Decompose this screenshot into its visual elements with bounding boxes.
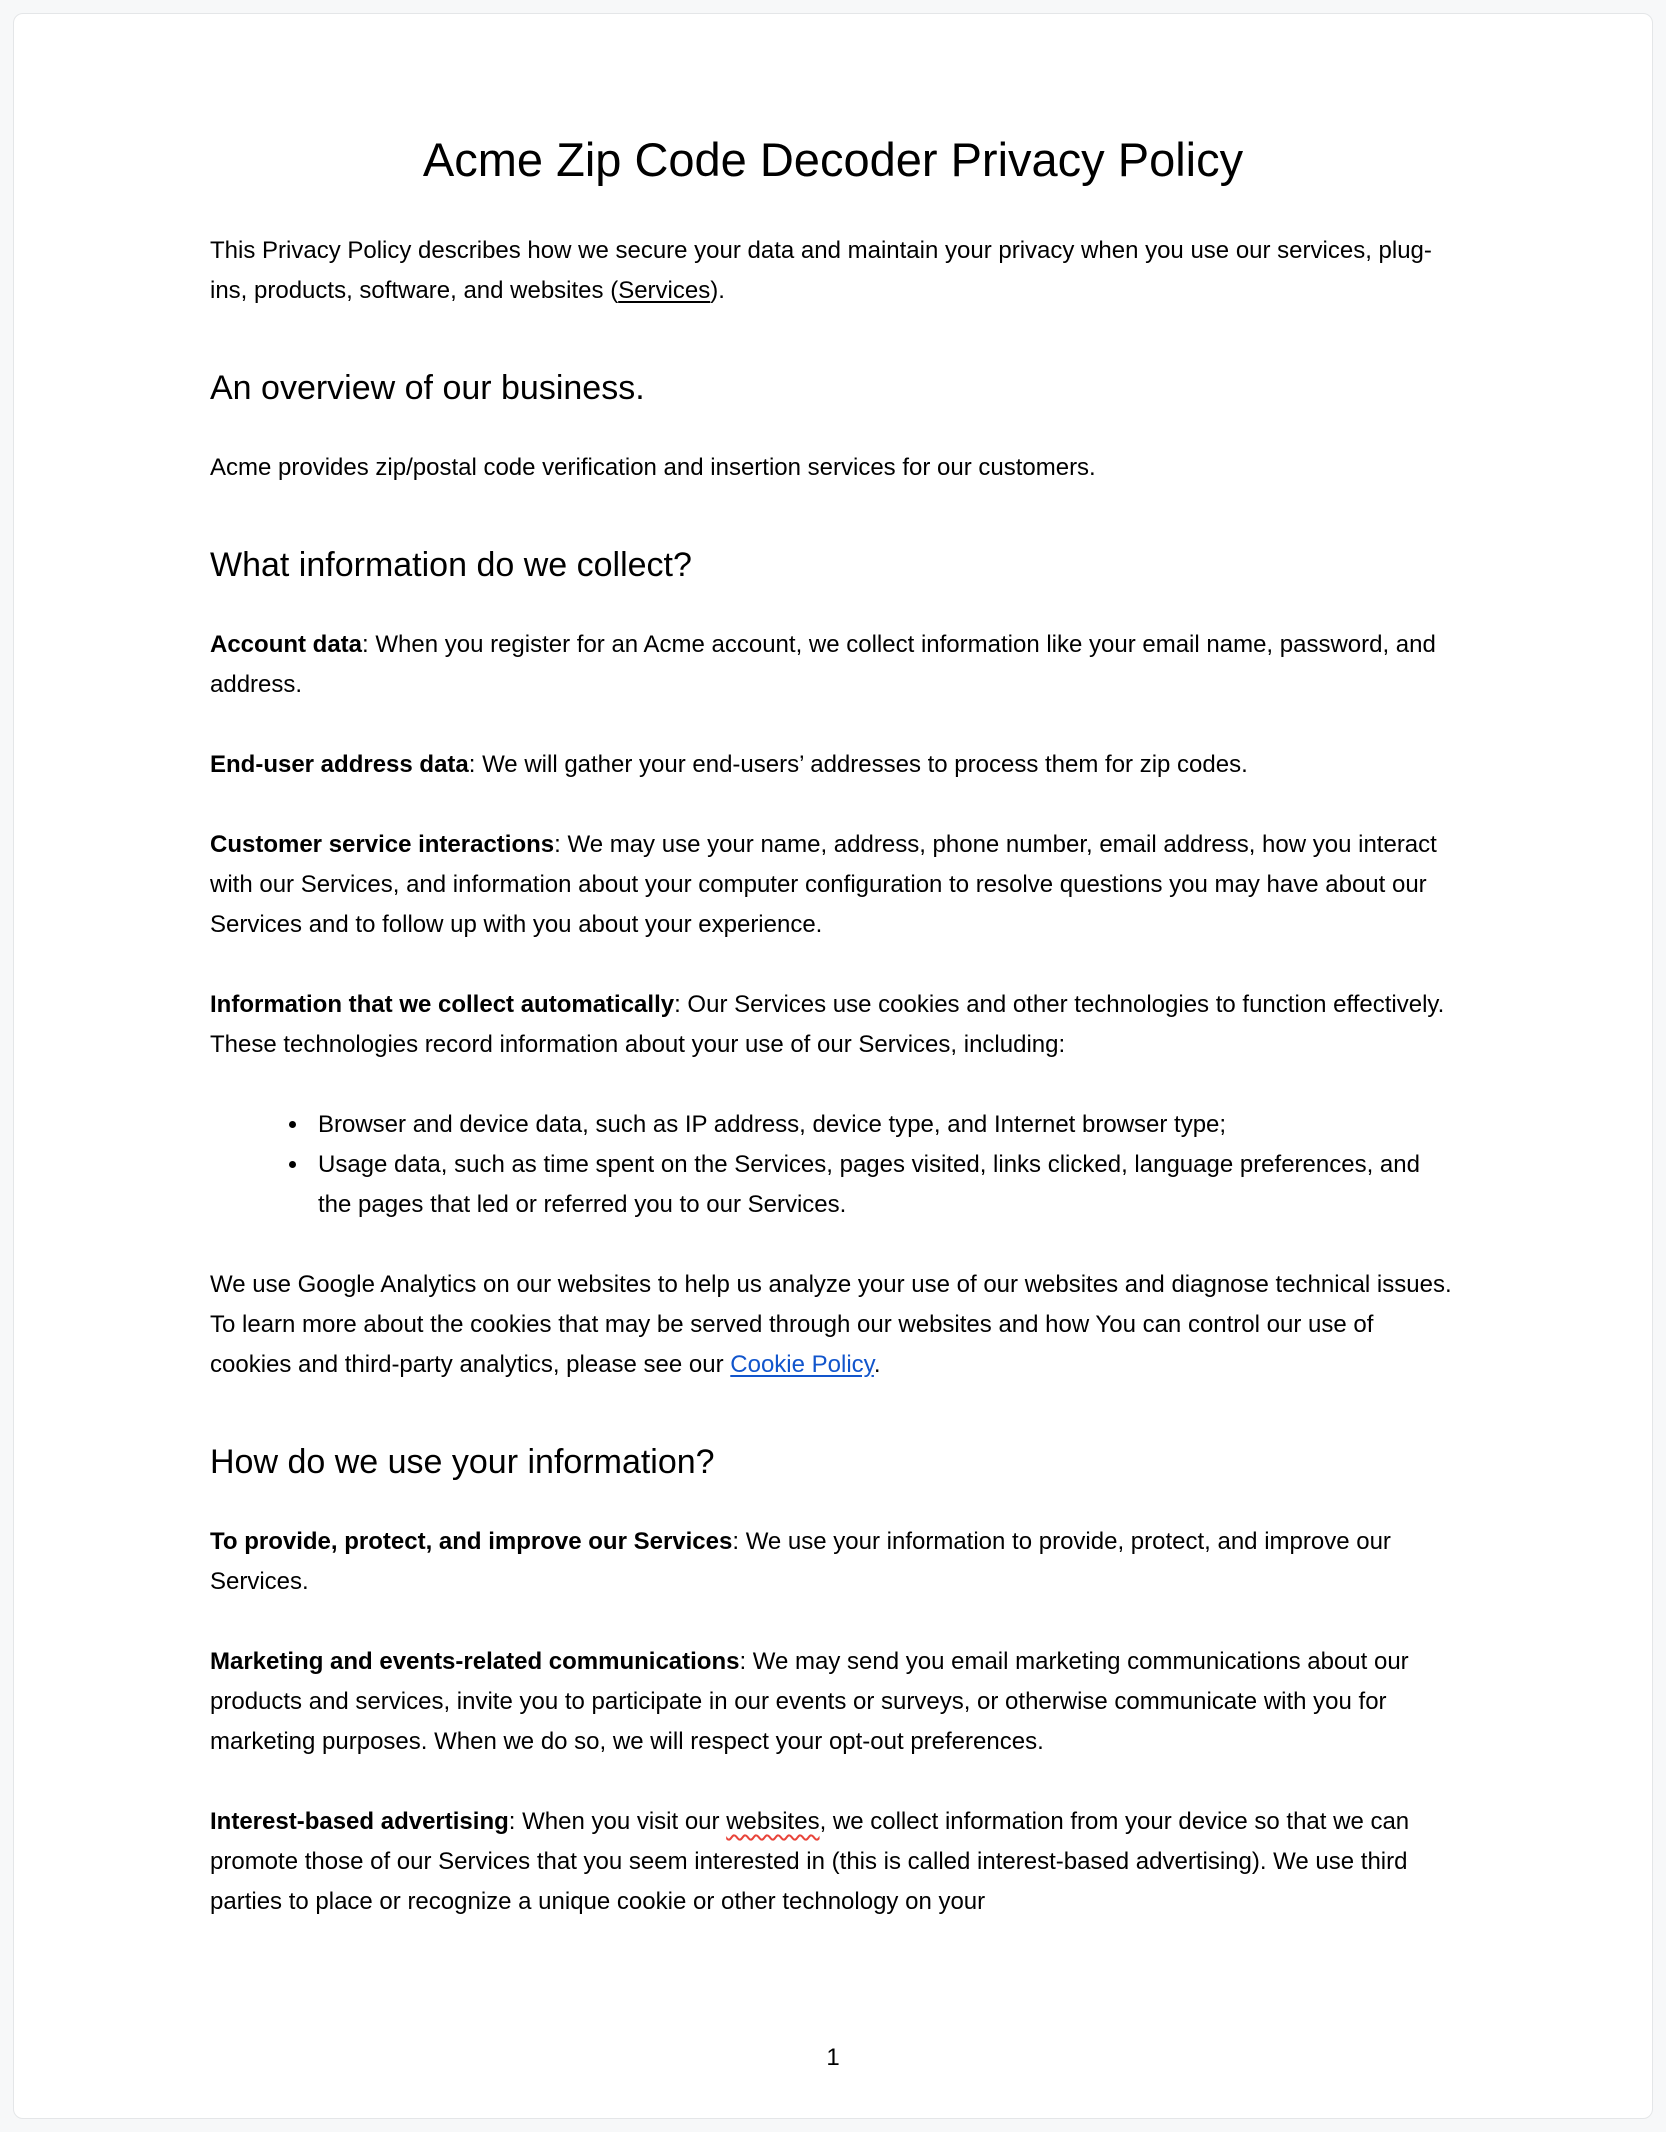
marketing-lead: Marketing and events-related communications bbox=[210, 1648, 740, 1675]
services-term: Services bbox=[618, 277, 711, 304]
intro-text-end: ). bbox=[710, 277, 725, 304]
intro-text: This Privacy Policy describes how we secure your data and maintain your privacy when you use our services, plug-ins, products, software, and websites ( bbox=[210, 237, 1432, 304]
automatic-collection-lead: Information that we collect automatically bbox=[210, 991, 675, 1018]
marketing-text: : We may send you email marketing communications about our products and services, invite you to participate in our events or surveys, or otherwise communicate with you for marketing purposes. When we do so, we will respect your opt-out preferences. bbox=[210, 1648, 1409, 1755]
enduser-address-paragraph bbox=[210, 745, 1456, 785]
heading-what-we-collect: What information do we collect? bbox=[210, 546, 692, 584]
account-data-lead: Account data bbox=[210, 631, 363, 658]
analytics-text: We use Google Analytics on our websites to help us analyze your use of our websites and diagnose technical issues. To learn more about the cookies that may be served through our websites and how You can control our use of cookies and third-party analytics, please see our bbox=[210, 1271, 1452, 1378]
provide-services-lead: To provide, protect, and improve our Services bbox=[210, 1528, 733, 1555]
interest-advertising-text-end: , we collect information from your device so that we can promote those of our Services that you seem interested in (this is called interest-based advertising). We use third parties to place or recognize a unique cookie or other technology on your bbox=[210, 1808, 1410, 1915]
cookie-policy-link[interactable]: Cookie Policy bbox=[730, 1351, 874, 1378]
analytics-paragraph bbox=[210, 1265, 1456, 1385]
account-data-paragraph bbox=[210, 625, 1456, 705]
automatic-collection-text: : Our Services use cookies and other technologies to function effectively. These technologies record information about your use of our Services, including: bbox=[210, 991, 1445, 1058]
heading-overview: An overview of our business. bbox=[210, 369, 645, 407]
account-data-text: : When you register for an Acme account, we collect information like your email name, password, and address. bbox=[210, 631, 1436, 698]
interest-advertising-lead: Interest-based advertising bbox=[210, 1808, 509, 1835]
list-item: • Browser and device data, such as IP address, device type, and Internet browser type; bbox=[310, 1105, 1456, 1145]
list-item: • Usage data, such as time spent on the Services, pages visited, links clicked, language preferences, and the pages that led or referred you to our Services. bbox=[310, 1145, 1456, 1225]
page-number: 1 bbox=[826, 2044, 840, 2071]
customer-service-paragraph bbox=[210, 825, 1456, 945]
interest-advertising-paragraph bbox=[210, 1802, 1456, 1922]
automatic-collection-paragraph bbox=[210, 985, 1456, 1065]
analytics-text-end: . bbox=[873, 1351, 881, 1378]
doc-title: Acme Zip Code Decoder Privacy Policy bbox=[422, 133, 1244, 186]
document-page bbox=[13, 13, 1653, 2119]
interest-advertising-text: : When you visit our bbox=[508, 1808, 727, 1835]
customer-service-lead: Customer service interactions bbox=[210, 831, 555, 858]
marketing-paragraph bbox=[210, 1642, 1456, 1762]
provide-services-paragraph bbox=[210, 1522, 1456, 1602]
enduser-address-text: : We will gather your end-users’ addresses to process them for zip codes. bbox=[468, 751, 1248, 778]
provide-services-text: : We use your information to provide, protect, and improve our Services. bbox=[210, 1528, 1391, 1595]
customer-service-text: : We may use your name, address, phone number, email address, how you interact with our Services, and information about your computer configuration to resolve questions you may have about our Services and to follow up with you about your experience. bbox=[210, 831, 1437, 938]
intro-paragraph bbox=[210, 231, 1456, 311]
enduser-address-lead: End-user address data bbox=[210, 751, 469, 778]
cookie-data-bullet-list bbox=[210, 1105, 1456, 1225]
overview-paragraph: Acme provides zip/postal code verification and insertion services for our customers. bbox=[210, 454, 1096, 481]
heading-how-we-use: How do we use your information? bbox=[210, 1443, 715, 1481]
spellcheck-flagged-word: websites bbox=[726, 1808, 820, 1835]
